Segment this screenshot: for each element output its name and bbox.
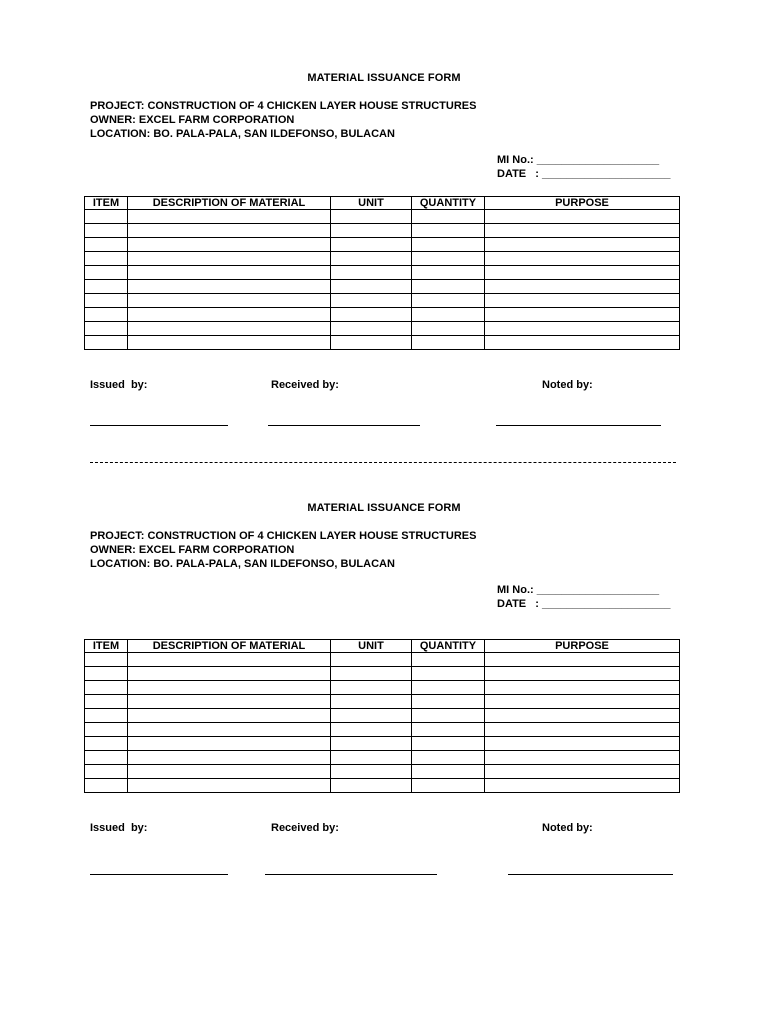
table-row[interactable]	[85, 779, 680, 793]
table-row[interactable]	[85, 266, 680, 280]
noted-by-signature-line[interactable]	[508, 874, 673, 875]
received-by-signature-line[interactable]	[265, 874, 437, 875]
issued-by-label: Issued by:	[90, 822, 148, 834]
project-line: PROJECT: CONSTRUCTION OF 4 CHICKEN LAYER HOUSE STRUCTURES	[90, 530, 477, 542]
col-purpose: PURPOSE	[485, 640, 680, 653]
noted-by-label: Noted by:	[542, 822, 593, 834]
received-by-label: Received by:	[271, 379, 339, 391]
col-quantity: QUANTITY	[412, 640, 485, 653]
issued-by-signature-line[interactable]	[90, 425, 228, 426]
table-row[interactable]	[85, 709, 680, 723]
table-row[interactable]	[85, 695, 680, 709]
project-line: PROJECT: CONSTRUCTION OF 4 CHICKEN LAYER HOUSE STRUCTURES	[90, 100, 477, 112]
table-row[interactable]	[85, 224, 680, 238]
col-purpose: PURPOSE	[485, 197, 680, 210]
items-table	[84, 639, 680, 793]
table-row[interactable]	[85, 723, 680, 737]
mi-number-field[interactable]: MI No.: ____________________	[497, 154, 660, 166]
col-item: ITEM	[85, 197, 128, 210]
table-row[interactable]	[85, 751, 680, 765]
date-field[interactable]: DATE : _____________________	[497, 598, 671, 610]
mi-number-field[interactable]: MI No.: ____________________	[497, 584, 660, 596]
issued-by-label: Issued by:	[90, 379, 148, 391]
col-description: DESCRIPTION OF MATERIAL	[128, 197, 331, 210]
owner-line: OWNER: EXCEL FARM CORPORATION	[90, 544, 295, 556]
table-row[interactable]	[85, 238, 680, 252]
col-unit: UNIT	[331, 640, 412, 653]
table-row[interactable]	[85, 667, 680, 681]
table-row[interactable]	[85, 322, 680, 336]
noted-by-signature-line[interactable]	[496, 425, 661, 426]
table-header-row	[85, 197, 680, 210]
table-row[interactable]	[85, 653, 680, 667]
items-table	[84, 196, 680, 350]
issued-by-signature-line[interactable]	[90, 874, 228, 875]
col-quantity: QUANTITY	[412, 197, 485, 210]
table-header-row	[85, 640, 680, 653]
table-row[interactable]	[85, 294, 680, 308]
noted-by-label: Noted by:	[542, 379, 593, 391]
form-title: MATERIAL ISSUANCE FORM	[307, 72, 461, 84]
table-row[interactable]	[85, 336, 680, 350]
col-description: DESCRIPTION OF MATERIAL	[128, 640, 331, 653]
date-field[interactable]: DATE : _____________________	[497, 168, 671, 180]
received-by-signature-line[interactable]	[268, 425, 420, 426]
table-row[interactable]	[85, 765, 680, 779]
location-line: LOCATION: BO. PALA-PALA, SAN ILDEFONSO, BULACAN	[90, 558, 395, 570]
table-row[interactable]	[85, 737, 680, 751]
col-item: ITEM	[85, 640, 128, 653]
location-line: LOCATION: BO. PALA-PALA, SAN ILDEFONSO, BULACAN	[90, 128, 395, 140]
form-title: MATERIAL ISSUANCE FORM	[307, 502, 461, 514]
cut-line-divider	[90, 462, 676, 463]
table-row[interactable]	[85, 210, 680, 224]
received-by-label: Received by:	[271, 822, 339, 834]
table-row[interactable]	[85, 280, 680, 294]
table-row[interactable]	[85, 308, 680, 322]
table-row[interactable]	[85, 252, 680, 266]
table-row[interactable]	[85, 681, 680, 695]
owner-line: OWNER: EXCEL FARM CORPORATION	[90, 114, 295, 126]
col-unit: UNIT	[331, 197, 412, 210]
